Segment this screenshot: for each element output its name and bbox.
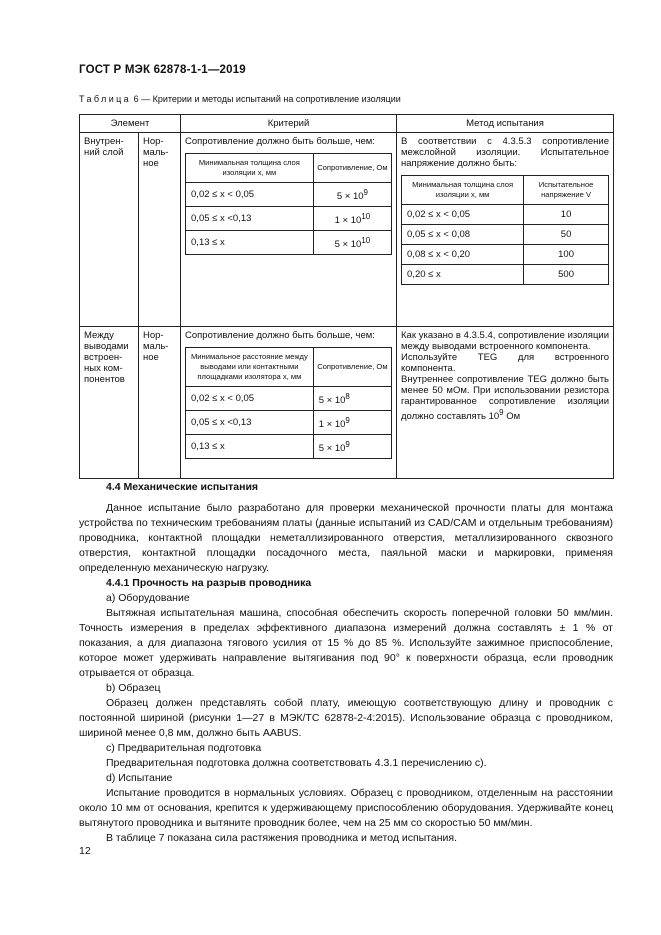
table-caption-text: 6 — Критерии и методы испытаний на сопротивление изоляции <box>131 94 401 104</box>
item-d-text: Испытание проводится в нормальных условиях. Образец с проводником, отделенным на расстоянии около 10 мм от основания, крепится к удерживающему приспособлению оборудования. Удерживайте конец вытянутого проводника и вытяните проводник более, чем на 25 мм со скоростью 50 мм/мин. <box>79 787 613 829</box>
subtable-cell: 10 <box>524 205 609 225</box>
subtable-cell: 0,02 ≤ x < 0,05 <box>186 387 314 411</box>
table-row <box>80 133 614 327</box>
subtable-header: Минимальная толщина слоя изоляции x, мм <box>186 154 314 183</box>
table-caption <box>79 94 401 104</box>
condition-cell: Нор-маль-ное <box>139 133 181 327</box>
method-text: В соответствии с 4.3.5.3 сопротивление межслойной изоляции. Испытательное напряжение должно быть: <box>401 136 610 169</box>
condition-cell: Нор-маль-ное <box>139 327 181 479</box>
final-paragraph: В таблице 7 показана сила растяжения проводника и метод испытания. <box>106 832 458 844</box>
page-number: 12 <box>79 845 91 857</box>
subtable-cell: 50 <box>524 225 609 245</box>
criterion-cell <box>181 133 397 327</box>
subtable-cell: 0,13 ≤ x <box>186 231 314 255</box>
subtable-header: Сопротивление, Ом <box>313 348 391 387</box>
element-cell: Внутрен-ний слой <box>80 133 139 327</box>
section-intro: Данное испытание было разработано для проверки механической прочности платы для монтажа устройства по техническим требованиям платы (данные испытаний из CAD/CAM и отдельным требованиям) проводника, контактной площадки неметаллизированного отверстия, металлизированного сквозного отверстия, контактной площадки посадочного места, паяльной маски и маркировки, применяя определенную механическую нагрузку. <box>79 502 613 574</box>
insulation-table <box>79 114 614 479</box>
col-header-method: Метод испытания <box>397 115 614 133</box>
subtable-cell: $5 \times 10^9$ <box>313 435 391 459</box>
col-header-criterion: Критерий <box>181 115 397 133</box>
item-c-text: Предварительная подготовка должна соответствовать 4.3.1 перечислению с). <box>106 757 487 769</box>
method-text: Внутреннее сопротивление TEG должно быть менее 50 мОм. При использовании резистора гарантированное сопротивление изоляции должно составлять $10^9$ Ом <box>401 374 610 423</box>
subtable-cell: $5 \times 10^8$ <box>313 387 391 411</box>
method-text: Как указано в 4.3.5.4, сопротивление изоляции между выводами встроенного компонента. <box>401 330 610 352</box>
subtable-cell: 0,05 ≤ x <0,13 <box>186 411 314 435</box>
table-caption-prefix: Таблица <box>79 94 132 104</box>
subtable-header: Сопротивление, Ом <box>313 154 391 183</box>
subtable-cell: $5 \times 10^9$ <box>313 183 391 207</box>
method-subtable <box>401 175 609 285</box>
criterion-text: Сопротивление должно быть больше, чем: <box>185 330 375 341</box>
method-cell <box>397 327 614 479</box>
subtable-cell: 0,05 ≤ x < 0,08 <box>402 225 524 245</box>
item-b-text: Образец должен представлять собой плату, имеющую соответствующую длину и проводник с постоянной шириной (рисунки 1—27 в МЭК/ТС 62878-2-4:2015). Использование образца с проводником, шириной менее 0,8 мм, должно быть AABUS. <box>79 697 613 739</box>
item-c-label: с) Предварительная подготовка <box>106 742 262 754</box>
subtable-cell: 0,05 ≤ x <0,13 <box>186 207 314 231</box>
subtable-header: Испытательное напряжение V <box>524 176 609 205</box>
method-cell <box>397 133 614 327</box>
item-d-label: d) Испытание <box>106 772 173 784</box>
item-a-text: Вытяжная испытательная машина, способная обеспечить скорость поперечной головки 50 мм/мин. Точность измерения в пределах эффективного диапазона измерений должна составлять ± 1 % от показания, а для диапазона тягового усилия от 15 % до 85 %. Используйте зажимное приспособление, которое может удерживать направление вытягивания под 90° к поверхности образца, если проводник отрывается от образца. <box>79 607 613 679</box>
section-title: 4.4 Механические испытания <box>106 481 259 493</box>
subtable-header: Минимальное расстояние между выводами или контактными площадками изолятора x, мм <box>186 348 314 387</box>
subtable-cell: 0,02 ≤ x < 0,05 <box>186 183 314 207</box>
criterion-subtable <box>185 347 392 459</box>
subtable-cell: 0,02 ≤ x < 0,05 <box>402 205 524 225</box>
subtable-cell: 500 <box>524 265 609 285</box>
subtable-header: Минимальная толщина слоя изоляции x, мм <box>402 176 524 205</box>
subtable-cell: 0,08 ≤ x < 0,20 <box>402 245 524 265</box>
subtable-cell: 0,20 ≤ x <box>402 265 524 285</box>
subtable-cell: $1 \times 10^9$ <box>313 411 391 435</box>
table-row <box>80 327 614 479</box>
item-b-label: b) Образец <box>106 682 161 694</box>
subtable-cell: $1 \times 10^{10}$ <box>313 207 391 231</box>
subtable-cell: 0,13 ≤ x <box>186 435 314 459</box>
criterion-text: Сопротивление должно быть больше, чем: <box>185 136 375 147</box>
method-text: Используйте TEG для встроенного компонента. <box>401 352 610 374</box>
criterion-cell <box>181 327 397 479</box>
subtable-cell: 100 <box>524 245 609 265</box>
subsection-title: 4.4.1 Прочность на разрыв проводника <box>106 577 312 589</box>
criterion-subtable <box>185 153 392 255</box>
element-cell: Между выводами встроен-ных ком-понентов <box>80 327 139 479</box>
col-header-element: Элемент <box>80 115 181 133</box>
subtable-cell: $5 \times 10^{10}$ <box>313 231 391 255</box>
document-header: ГОСТ Р МЭК 62878-1-1—2019 <box>79 64 246 76</box>
item-a-label: а) Оборудование <box>106 592 190 604</box>
section-body <box>79 480 613 846</box>
